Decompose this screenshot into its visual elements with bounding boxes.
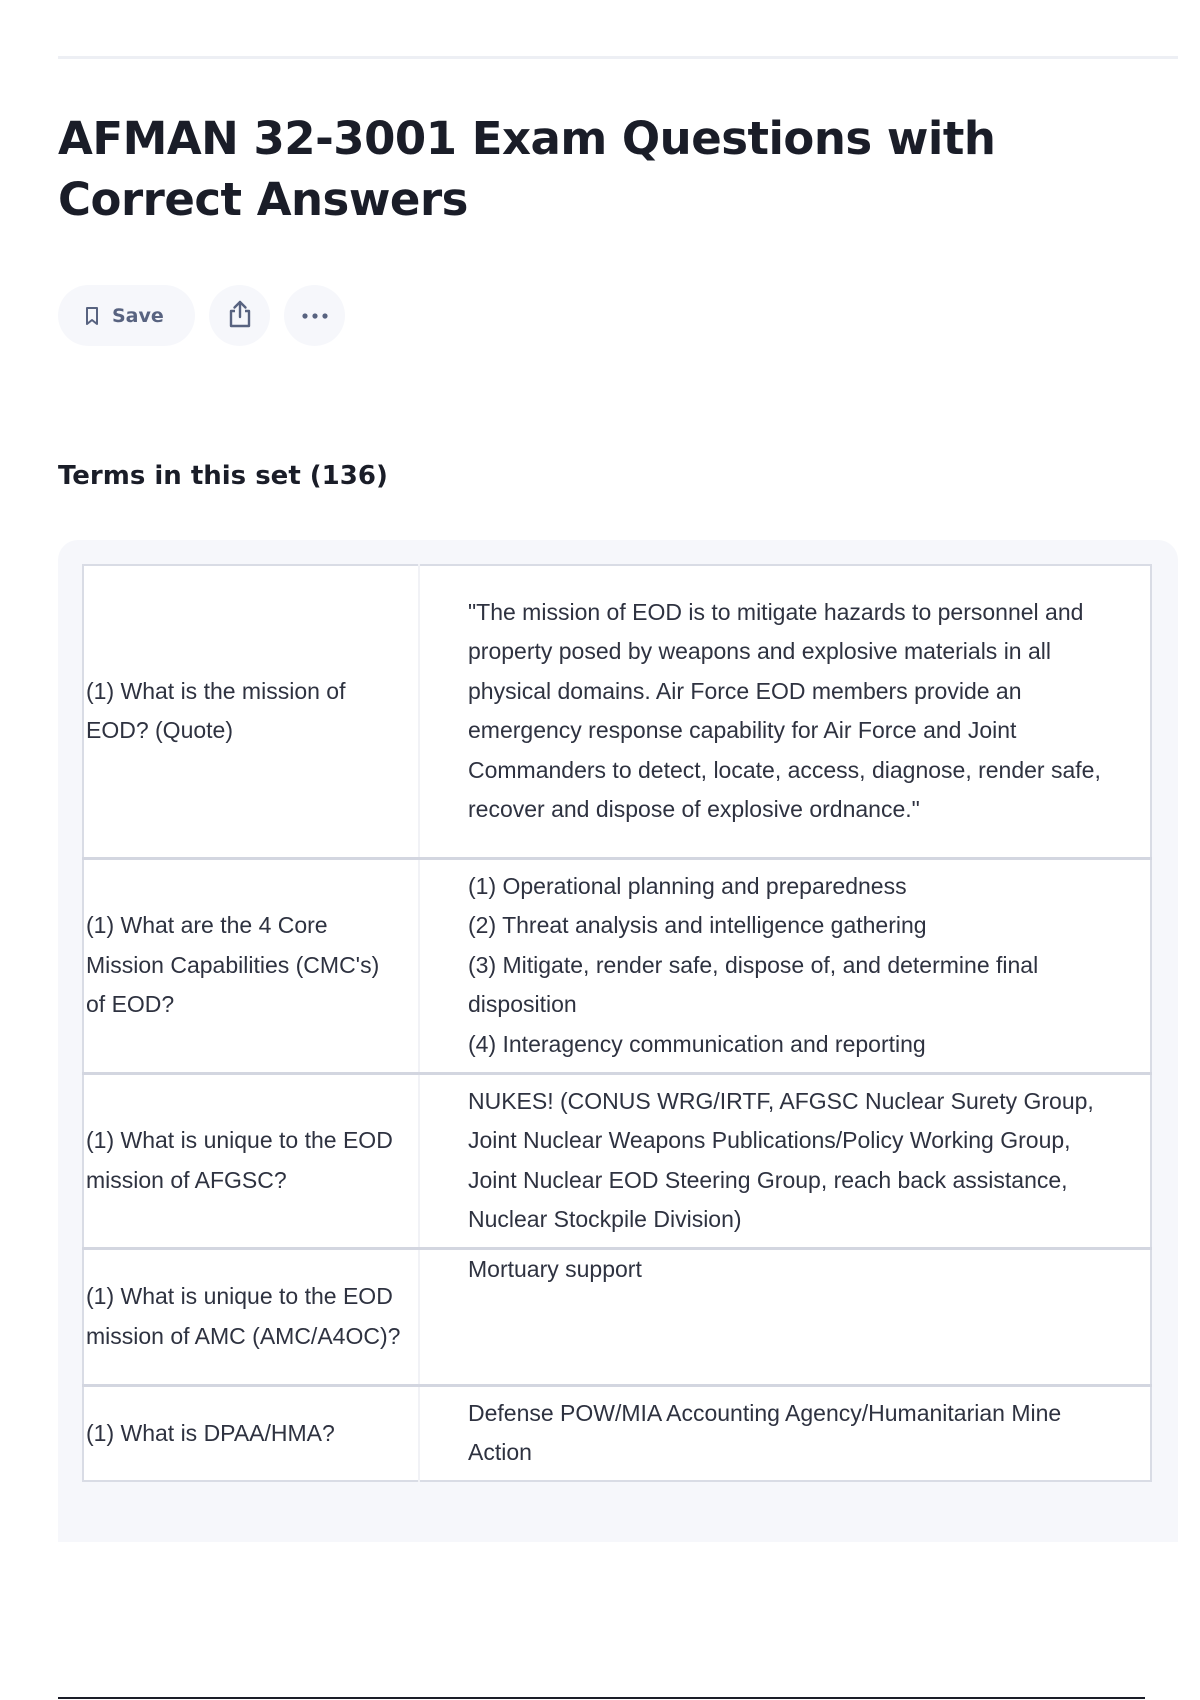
term-cell: (1) What is the mission of EOD? (Quote)	[83, 565, 419, 858]
bookmark-icon	[84, 306, 100, 326]
definition-cell: NUKES! (CONUS WRG/IRTF, AFGSC Nuclear Surety Group, Joint Nuclear Weapons Publications/Policy Working Group, Joint Nuclear EOD Steering Group, reach back assistance, Nuclear Stockpile Division)	[468, 1087, 1094, 1232]
terms-table	[82, 564, 1152, 1482]
definition-cell: "The mission of EOD is to mitigate hazards to personnel and property posed by weapons and explosive materials in all physical domains. Air Force EOD members provide an emergency response capability for Air Force and Joint Commanders to detect, locate, access, diagnose, render safe, recover and dispose of explosive ordnance."	[468, 598, 1101, 823]
bottom-divider	[58, 1697, 1145, 1699]
save-button[interactable]	[58, 285, 195, 346]
table-row	[83, 565, 1151, 858]
table-row	[83, 1248, 1151, 1385]
terms-heading: Terms in this set (136)	[58, 461, 388, 491]
share-icon	[226, 299, 254, 332]
table-row	[83, 1073, 1151, 1248]
definition-line: (2) Threat analysis and intelligence gathering	[468, 912, 927, 939]
term-cell: (1) What is unique to the EOD mission of AFGSC?	[83, 1073, 419, 1248]
action-bar	[58, 285, 345, 346]
share-button[interactable]	[209, 285, 270, 346]
top-divider	[58, 56, 1178, 59]
term-cell: (1) What is DPAA/HMA?	[83, 1385, 419, 1481]
more-options-button[interactable]	[284, 285, 345, 346]
definition-line: (1) Operational planning and preparedness	[468, 872, 907, 899]
page-title: AFMAN 32-3001 Exam Questions with Correct Answers	[58, 112, 996, 226]
table-row	[83, 858, 1151, 1073]
definition-cell: Mortuary support	[468, 1255, 642, 1282]
definition-cell: Defense POW/MIA Accounting Agency/Humanitarian Mine Action	[468, 1399, 1062, 1466]
table-row	[83, 1385, 1151, 1481]
more-horizontal-icon	[300, 308, 330, 323]
definition-cell	[419, 858, 1151, 1073]
term-cell: (1) What is unique to the EOD mission of AMC (AMC/A4OC)?	[83, 1248, 419, 1385]
terms-panel	[58, 540, 1178, 1542]
save-label: Save	[112, 304, 164, 327]
definition-line: (3) Mitigate, render safe, dispose of, and determine final disposition	[468, 951, 1039, 1018]
definition-line: (4) Interagency communication and reporting	[468, 1030, 926, 1057]
term-cell: (1) What are the 4 Core Mission Capabilities (CMC's) of EOD?	[83, 858, 419, 1073]
